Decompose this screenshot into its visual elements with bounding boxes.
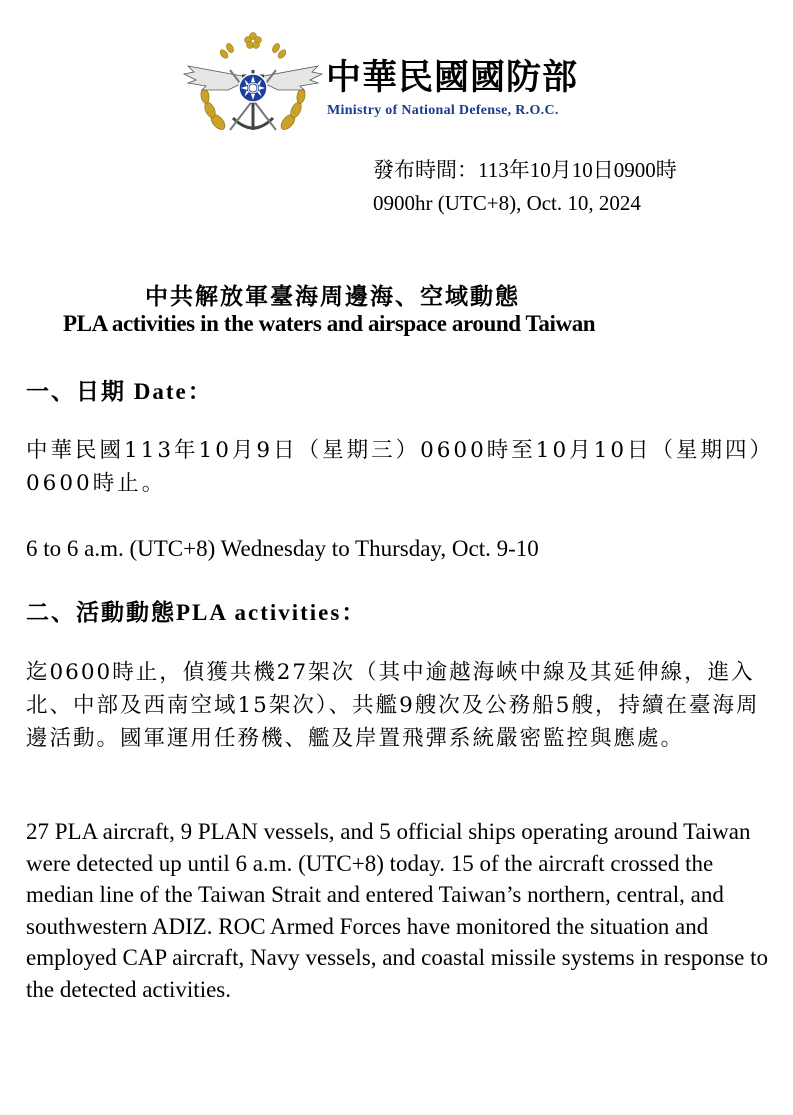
title-zh: 中共解放軍臺海周邊海、空域動態: [145, 283, 520, 310]
org-name-zh: 中華民國國防部: [326, 58, 579, 98]
section-activities-heading: 二、活動動態PLA activities：: [26, 600, 367, 625]
activities-paragraph-zh: 迄0600時止，偵獲共機27架次（其中逾越海峽中線及其延伸線，進入北、中部及西南空域15架次）、共艦9艘次及公務船5艘，持續在臺海周邊活動。國軍運用任務機、艦及岸置飛彈系統嚴密監控與應處。: [26, 660, 760, 751]
mnd-emblem-logo: [178, 30, 328, 142]
release-time-zh: 發布時間：113年10月10日0900時: [373, 158, 677, 182]
release-time-en: 0900hr (UTC+8), Oct. 10, 2024: [373, 191, 641, 215]
activities-paragraph-en: 27 PLA aircraft, 9 PLAN vessels, and 5 official ships operating around Taiwan were detected up until 6 a.m. (UTC+8) today. 15 of the aircraft crossed the median line of the Taiwan Strait and entered Taiwan’s northern, central, and southwestern ADIZ. ROC Armed Forces have monitored the situation and employed CAP aircraft, Navy vessels, and coastal missile systems in response to the detected activities.: [26, 819, 769, 1002]
title-en: PLA activities in the waters and airspace around Taiwan: [63, 311, 596, 336]
date-paragraph-en: 6 to 6 a.m. (UTC+8) Wednesday to Thursday, Oct. 9-10: [26, 536, 539, 561]
date-paragraph-zh: 中華民國113年10月9日（星期三）0600時至10月10日（星期四）0600時止。: [26, 438, 764, 496]
org-name-en: Ministry of National Defense, R.O.C.: [327, 103, 559, 118]
section-date-heading: 一、日期 Date：: [26, 379, 213, 404]
